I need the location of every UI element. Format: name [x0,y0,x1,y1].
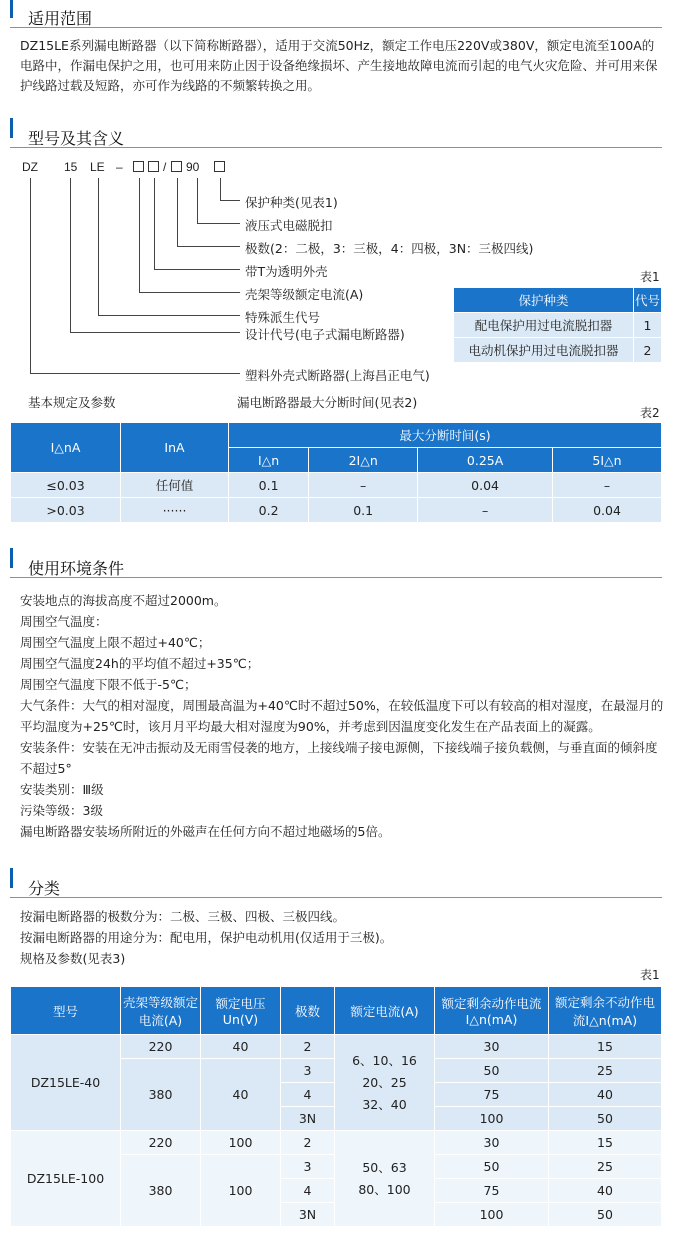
meaning-design-code: 设计代号(电子式漏电断路器) [245,327,405,342]
code-box-1 [133,160,146,174]
table2-header: I△nA [11,423,121,473]
table1-note: 表1 [640,270,660,284]
env-line: 周围空气温度： [20,614,108,629]
classify-line: 按漏电断路器的用途分为：配电用，保护电动机用(仅适用于三极)。 [20,930,393,945]
table3-cell: 40 [201,1059,281,1131]
table-row [11,1035,662,1059]
table3-cell: 50 [435,1059,549,1083]
meaning-hydraulic-trip: 液压式电磁脱扣 [245,218,333,233]
table3-cell: 30 [435,1035,549,1059]
code-box-2 [148,160,161,174]
table2-cell: 0.04 [418,473,553,498]
table2-cell: – [309,473,418,498]
table3-model: DZ15LE-100 [11,1131,121,1227]
table2 [10,422,662,523]
table3-cell: 50 [549,1203,662,1227]
table3-current [335,1131,435,1227]
table3-cell: 40 [201,1035,281,1059]
table3-header: 额定剩余动作电流I△n(mA) [435,987,549,1035]
env-line: 周围空气温度下限不低于-5℃； [20,677,197,692]
table2-subheader: I△n [229,448,309,473]
table3-cell: 3 [281,1155,335,1179]
code-15: 15 [64,160,78,174]
env-line: 安装类别：Ⅲ级 [20,782,104,797]
table3-header: 极数 [281,987,335,1035]
table1-cell: 配电保护用过电流脱扣器 [454,313,634,338]
env-line: 安装条件：安装在无冲击振动及无雨雪侵袭的地方，上接线端子接电源侧，下接线端子接负载侧，与垂直面的倾斜度不超过5° [20,740,658,776]
table3-cell: 100 [201,1131,281,1155]
leader-line [30,178,240,374]
table3-cell: 220 [121,1035,201,1059]
table3-cell: 15 [549,1131,662,1155]
classify-line: 按漏电断路器的极数分为：二极、三极、四极、三极四线。 [20,909,346,924]
table3-cell: 25 [549,1155,662,1179]
classify-line: 规格及参数(见表3) [20,951,126,966]
section-divider [10,140,662,148]
table3-cell: 380 [121,1155,201,1227]
table3-cell: 3N [281,1203,335,1227]
classify-paragraph [20,906,665,969]
code-90: 90 [186,160,200,174]
section-divider [10,20,662,28]
table1-header: 代号 [634,288,662,313]
basic-params-label: 基本规定及参数 [28,395,116,410]
table2-cell: 0.2 [229,498,309,523]
table3-cell: 2 [281,1131,335,1155]
table2-caption: 漏电断路器最大分断时间(见表2) [237,395,418,410]
table2-cell: – [418,498,553,523]
table3-cell: 75 [435,1083,549,1107]
table2-cell: 0.1 [229,473,309,498]
table2-note: 表2 [640,406,660,420]
table3-header: 壳架等级额定电流(A) [121,987,201,1035]
table3-model: DZ15LE-40 [11,1035,121,1131]
table3-header: 额定电压Un(V) [201,987,281,1035]
code-box-4 [214,160,227,174]
env-line: 周围空气温度24h的平均值不超过+35℃； [20,656,260,671]
table2-header: InA [121,423,229,473]
meaning-protection-type: 保护种类(见表1) [245,195,338,210]
current-value: 20、25 [362,1074,407,1090]
section-divider [10,570,662,578]
meaning-molded-case: 塑料外壳式断路器(上海昌正电气) [245,368,430,383]
table3-note: 表1 [640,968,660,982]
table3-cell: 4 [281,1083,335,1107]
table3-cell: 100 [435,1203,549,1227]
current-value: 50、63 [362,1159,407,1175]
code-le: LE [90,160,105,174]
section-title-env: 使用环境条件 [28,559,125,578]
table-row [11,473,662,498]
table3-cell: 25 [549,1059,662,1083]
table3-cell: 100 [201,1155,281,1227]
table1-cell: 电动机保护用过电流脱扣器 [454,338,634,363]
table-row [11,1131,662,1155]
table2-cell: ······ [121,498,229,523]
table1 [453,287,662,363]
table3-cell: 15 [549,1035,662,1059]
table2-cell: >0.03 [11,498,121,523]
table-row [11,498,662,523]
current-value: 6、10、16 [352,1052,417,1068]
meaning-transparent-case: 带T为透明外壳 [245,264,328,279]
table3-header: 型号 [11,987,121,1035]
env-paragraph [20,590,665,842]
table2-cell: 0.1 [309,498,418,523]
table3-header: 额定剩余不动作电流I△n(mA) [549,987,662,1035]
table3-current [335,1035,435,1131]
table3-cell: 3 [281,1059,335,1083]
code-dz: DZ [22,160,38,174]
table2-subheader: 0.25A [418,448,553,473]
table3-header: 额定电流(A) [335,987,435,1035]
table3-cell: 3N [281,1107,335,1131]
env-line: 漏电断路器安装场所附近的外磁声在任何方向不超过地磁场的5倍。 [20,824,391,839]
table3-cell: 100 [435,1107,549,1131]
table2-header-group: 最大分断时间(s) [229,423,662,448]
table1-header: 保护种类 [454,288,634,313]
env-line: 周围空气温度上限不超过+40℃； [20,635,211,650]
table3-cell: 75 [435,1179,549,1203]
table1-cell: 1 [634,313,662,338]
table3-cell: 40 [549,1179,662,1203]
table2-cell: ≤0.03 [11,473,121,498]
env-line: 污染等级：3级 [20,803,103,818]
code-box-3 [171,160,184,174]
table3-cell: 30 [435,1131,549,1155]
code-dash: – [116,160,123,174]
table3-cell: 2 [281,1035,335,1059]
table3-cell: 220 [121,1131,201,1155]
section-title-model: 型号及其含义 [28,129,125,148]
section-title-classify: 分类 [28,879,61,898]
env-line: 大气条件：大气的相对湿度，周围最高温为+40℃时不超过50%，在较低温度下可以有较高的相对湿度，在最湿月的平均温度为+25℃时，该月月平均最大相对湿度为90%，并考虑到因温度变化发生在产品表面上的凝露。 [20,698,664,734]
table3 [10,986,662,1227]
table1-cell: 2 [634,338,662,363]
meaning-poles: 极数(2：二极，3：三极，4：四极，3N：三极四线) [245,241,534,256]
table2-cell: – [553,473,662,498]
table3-cell: 40 [549,1083,662,1107]
section-divider [10,890,662,898]
scope-paragraph: DZ15LE系列漏电断路器（以下简称断路器），适用于交流50Hz，额定工作电压220V或380V，额定电流至100A的电路中，作漏电保护之用，也可用来防止因于设备绝缘损坏、产生接地故障电流而引起的电气火灾危险、并可用来保护线路过载及短路，亦可作为线路的不频繁转换之用。 [20,38,658,93]
table2-cell: 任何值 [121,473,229,498]
table2-subheader: 5I△n [553,448,662,473]
table3-cell: 50 [549,1107,662,1131]
table3-cell: 380 [121,1059,201,1131]
code-slash: / [163,160,167,174]
table2-cell: 0.04 [553,498,662,523]
current-value: 80、100 [358,1181,411,1197]
env-line: 安装地点的海拔高度不超过2000m。 [20,593,227,608]
meaning-special-code: 特殊派生代号 [245,310,321,325]
meaning-frame-current: 壳架等级额定电流(A) [245,287,364,302]
current-value: 32、40 [362,1096,407,1112]
table3-cell: 50 [435,1155,549,1179]
table2-subheader: 2I△n [309,448,418,473]
table3-cell: 4 [281,1179,335,1203]
section-title-scope: 适用范围 [28,9,93,28]
